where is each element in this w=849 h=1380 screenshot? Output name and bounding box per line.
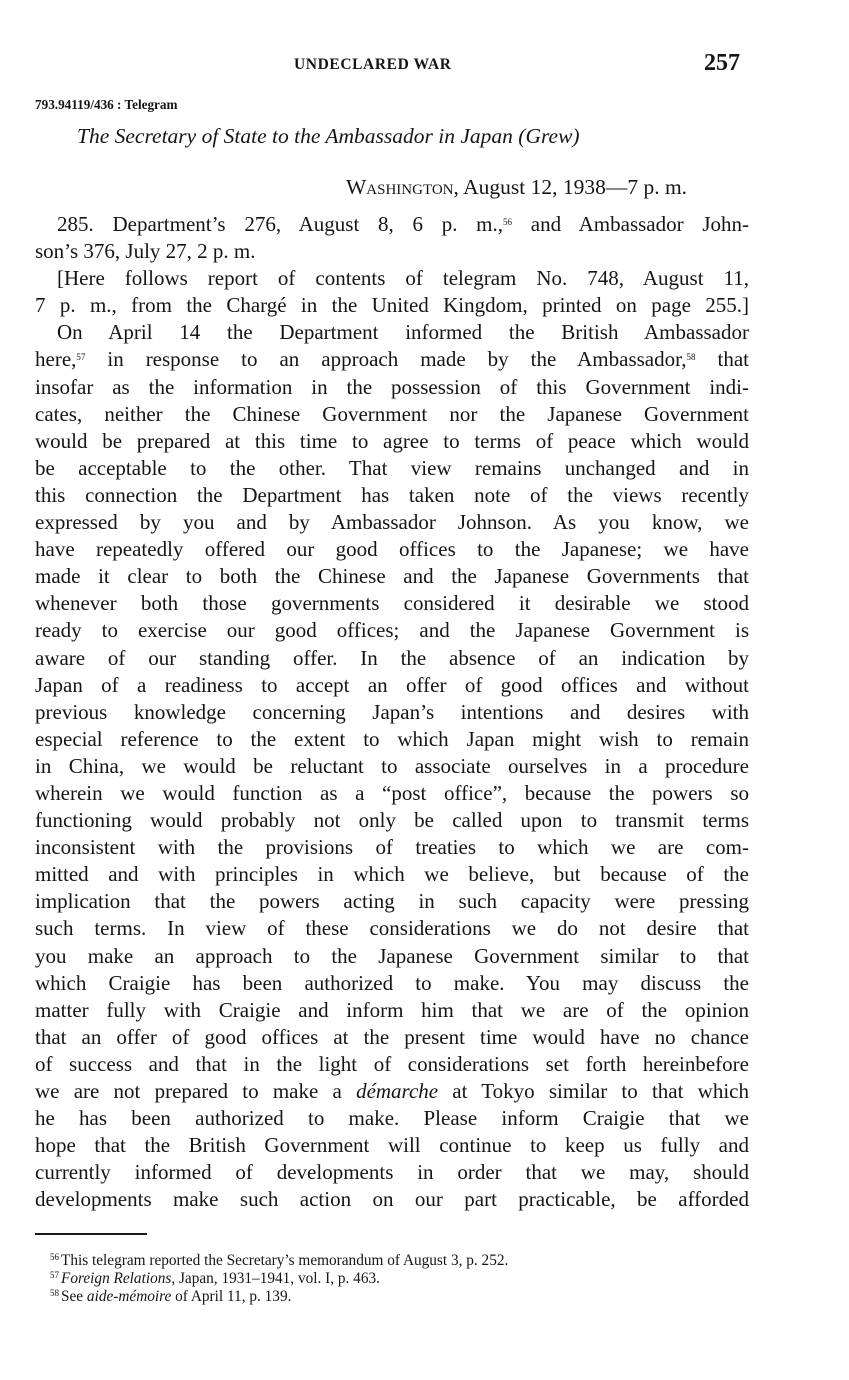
- body-line: aware of our standing offer. In the absence of an indication by: [35, 645, 749, 670]
- file-reference: 793.94119/436 : Telegram: [35, 97, 178, 112]
- body-line: inconsistent with the provisions of treaties to which we are com-: [35, 835, 749, 860]
- body-line: son’s 376, July 27, 2 p. m.: [35, 239, 256, 264]
- body-line: which Craigie has been authorized to make. You may discuss the: [35, 970, 749, 995]
- footnote-ref: 57: [76, 352, 86, 363]
- body-text-span: we are not prepared to make a: [35, 1079, 357, 1103]
- body-line: On April 14 the Department informed the British Ambassador: [57, 320, 749, 345]
- body-line: would be prepared at this time to agree to terms of peace which would: [35, 428, 749, 453]
- italic-term: démarche: [356, 1079, 439, 1103]
- body-line: be acceptable to the other. That view remains unchanged and in: [35, 455, 749, 480]
- body-line: implication that the powers acting in such capacity were pressing: [35, 889, 749, 914]
- footnote-56: [50, 1248, 750, 1269]
- body-line: especial reference to the extent to which Japan might wish to remain: [35, 726, 749, 751]
- page-number: 257: [704, 50, 740, 76]
- dateline-place: Washington: [346, 175, 454, 199]
- body-line: he has been authorized to make. Please inform Craigie that we: [35, 1106, 749, 1131]
- body-text-span: at Tokyo similar to that which: [438, 1079, 749, 1103]
- footnote-text: of April 11, p. 139.: [171, 1288, 292, 1305]
- body-line: this connection the Department has taken note of the views recently: [35, 482, 749, 507]
- body-line: insofar as the information in the possession of this Government indi-: [35, 374, 749, 399]
- footnote-ref: 58: [686, 352, 696, 363]
- body-text-span: and Ambassador John-: [512, 212, 749, 236]
- footnotes: [50, 1248, 750, 1305]
- body-line: you make an approach to the Japanese Government similar to that: [35, 943, 749, 968]
- body-line: such terms. In view of these considerations we do not desire that: [35, 916, 749, 941]
- footnote-text: See: [61, 1288, 87, 1305]
- body-line: whenever both those governments considered it desirable we stood: [35, 591, 749, 616]
- body-line: [35, 211, 749, 238]
- running-head: [0, 52, 849, 82]
- footnote-divider: [35, 1233, 147, 1235]
- body-line: hope that the British Government will continue to keep us fully and: [35, 1133, 749, 1158]
- body-line: wherein we would function as a “post office”, because the powers so: [35, 780, 749, 805]
- body-line: have repeatedly offered our good offices to the Japanese; we have: [35, 537, 749, 562]
- body-text-span: 285. Department’s 276, August 8, 6 p. m.,: [57, 212, 504, 236]
- body-text-span: that: [695, 347, 749, 372]
- footnote-text: This telegram reported the Secretary’s memorandum of August 3, p. 252.: [61, 1252, 509, 1269]
- body-line: functioning would probably not only be called upon to transmit terms: [35, 808, 749, 833]
- body-line: Japan of a readiness to accept an offer of good offices and without: [35, 672, 749, 697]
- body-line: ready to exercise our good offices; and the Japanese Government is: [35, 618, 749, 643]
- footnote-58: [50, 1284, 750, 1305]
- body-line: [35, 1078, 749, 1105]
- body-line: developments make such action on our part practicable, be afforded: [35, 1187, 749, 1212]
- body-line: cates, neither the Chinese Government nor the Japanese Government: [35, 401, 749, 426]
- body-line: currently informed of developments in order that we may, should: [35, 1160, 749, 1185]
- body-text-span: here,: [35, 347, 77, 372]
- body-line: matter fully with Craigie and inform him that we are of the opinion: [35, 997, 749, 1022]
- footnote-mark: 58: [50, 1288, 59, 1298]
- body-line: of success and that in the light of considerations set forth hereinbefore: [35, 1051, 749, 1076]
- body-line: mitted and with principles in which we believe, but because of the: [35, 862, 749, 887]
- dateline-date: , August 12, 1938—7 p. m.: [453, 175, 688, 199]
- footnote-mark: 56: [50, 1252, 59, 1262]
- footnote-italic: aide-mémoire: [86, 1288, 172, 1305]
- footnote-text: , Japan, 1931–1941, vol. I, p. 463.: [171, 1270, 380, 1287]
- body-line: in China, we would be reluctant to associate ourselves in a procedure: [35, 753, 749, 778]
- footnote-ref: 56: [503, 217, 513, 227]
- footnote-mark: 57: [50, 1270, 59, 1280]
- document-title: The Secretary of State to the Ambassador in Japan (Grew): [77, 124, 580, 148]
- body-line: expressed by you and by Ambassador Johnson. As you know, we: [35, 510, 749, 535]
- body-line: made it clear to both the Chinese and the Japanese Governments that: [35, 564, 749, 589]
- running-title: UNDECLARED WAR: [294, 56, 452, 73]
- body-text-span: in response to an approach made by the Ambassador,: [85, 347, 687, 372]
- dateline: [346, 175, 687, 200]
- body-line: previous knowledge concerning Japan’s intentions and desires with: [35, 699, 749, 724]
- body-line: [35, 346, 749, 373]
- telegram-body: [35, 211, 749, 1213]
- body-line: [Here follows report of contents of telegram No. 748, August 11,: [57, 266, 749, 291]
- footnote-italic: Foreign Relations: [61, 1270, 172, 1287]
- body-line: that an offer of good offices at the present time would have no chance: [35, 1024, 749, 1049]
- body-line: 7 p. m., from the Chargé in the United Kingdom, printed on page 255.]: [35, 293, 749, 318]
